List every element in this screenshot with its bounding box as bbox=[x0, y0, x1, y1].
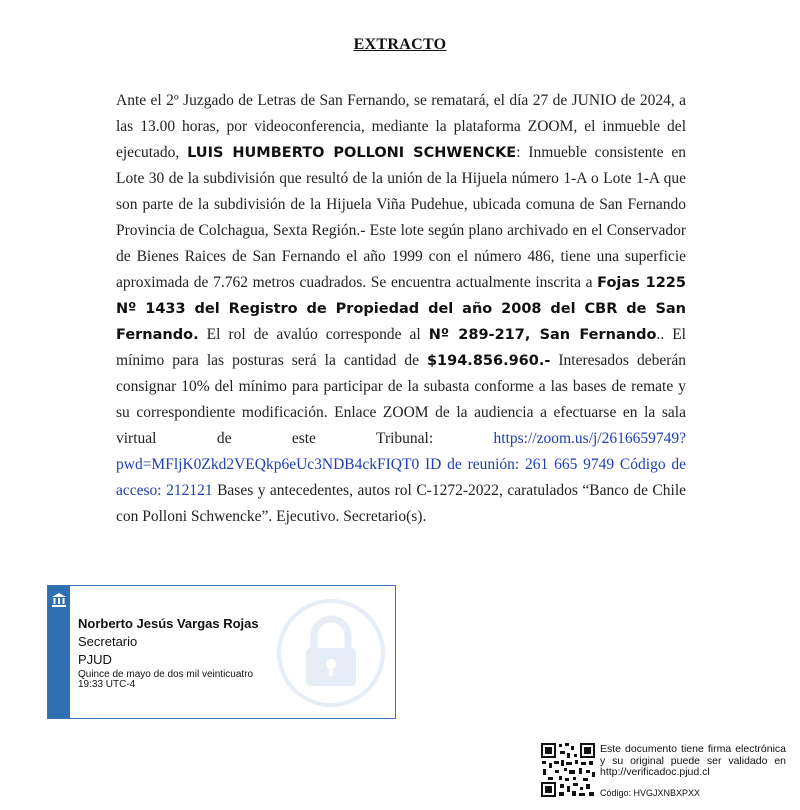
signer-name: Norberto Jesús Vargas Rojas bbox=[78, 616, 259, 631]
signature-time: 19:33 UTC-4 bbox=[78, 679, 136, 690]
body-text-6: Bases y antecedentes, autos rol C-1272-2022, caratulados “Banco de Chile con Polloni Schwencke”. Ejecutivo. Secretario(s). bbox=[116, 482, 687, 525]
qr-code bbox=[540, 742, 596, 798]
body-text-3: El rol de avalúo corresponde al bbox=[198, 326, 429, 343]
rol-number: Nº 289-217, San Fernando bbox=[428, 327, 657, 343]
body-text-2: : Inmueble consistente en Lote 30 de la subdivisión que resultó de la unión de la Hijuela número 1-A o Lote 1-A que son parte de la subdivisión de la Hijuela Viña Pudehue, ubicada comuna de San Fernando Provincia de Colchagua, Sexta Región.- Este lote según plano archivado en el Conservador de Bienes Raices de San Fernando el año 1999 con el número 486, tiene una superficie aproximada de 7.762 metros cuadrados. Se encuentra actualmente inscrita a bbox=[116, 144, 686, 291]
document-body bbox=[116, 88, 686, 530]
body-text-4: .. El mínimo para las posturas será la cantidad de bbox=[116, 326, 686, 369]
body-text-5: Interesados deberán consignar 10% del mínimo para participar de la subasta conforme a las bases de remate y su correspondiente modificación. Enlace ZOOM de la audiencia a efectuarse en la sala virtual de este Tribunal: bbox=[116, 352, 686, 447]
document-title: EXTRACTO bbox=[353, 36, 447, 53]
zoom-link[interactable]: https://zoom.us/j/2616659749?pwd=MFljK0Zkd2VEQkp6eUc3NDB4ckFIQT0 ID de reunión: 261 665 9749 Código de acceso: 212121 bbox=[116, 430, 686, 499]
institution-icon bbox=[51, 592, 67, 608]
signer-organization: PJUD bbox=[78, 652, 112, 667]
signature-date: Quince de mayo de dos mil veinticuatro bbox=[78, 669, 254, 680]
signature-box bbox=[47, 585, 396, 719]
verification-notice: Este documento tiene firma electrónica y su original puede ser validado en http://verificadoc.pjud.cl bbox=[600, 743, 786, 778]
body-text-1: Ante el 2º Juzgado de Letras de San Fernando, se rematará, el día 27 de JUNIO de 2024, a las 13.00 horas, por videoconferencia, mediante la plataforma ZOOM, el inmueble del ejecutado, bbox=[116, 92, 686, 161]
signer-role: Secretario bbox=[78, 634, 138, 649]
signature-side-strip bbox=[48, 586, 70, 718]
registry-reference: Fojas 1225 Nº 1433 del Registro de Propiedad del año 2008 del CBR de San Fernando. bbox=[116, 275, 686, 343]
verification-code: Código: HVGJXNBXPXX bbox=[600, 788, 701, 798]
lock-watermark-icon bbox=[276, 598, 386, 708]
minimum-bid-amount: $194.856.960.- bbox=[426, 353, 551, 369]
executed-name: LUIS HUMBERTO POLLONI SCHWENCKE bbox=[187, 145, 517, 161]
